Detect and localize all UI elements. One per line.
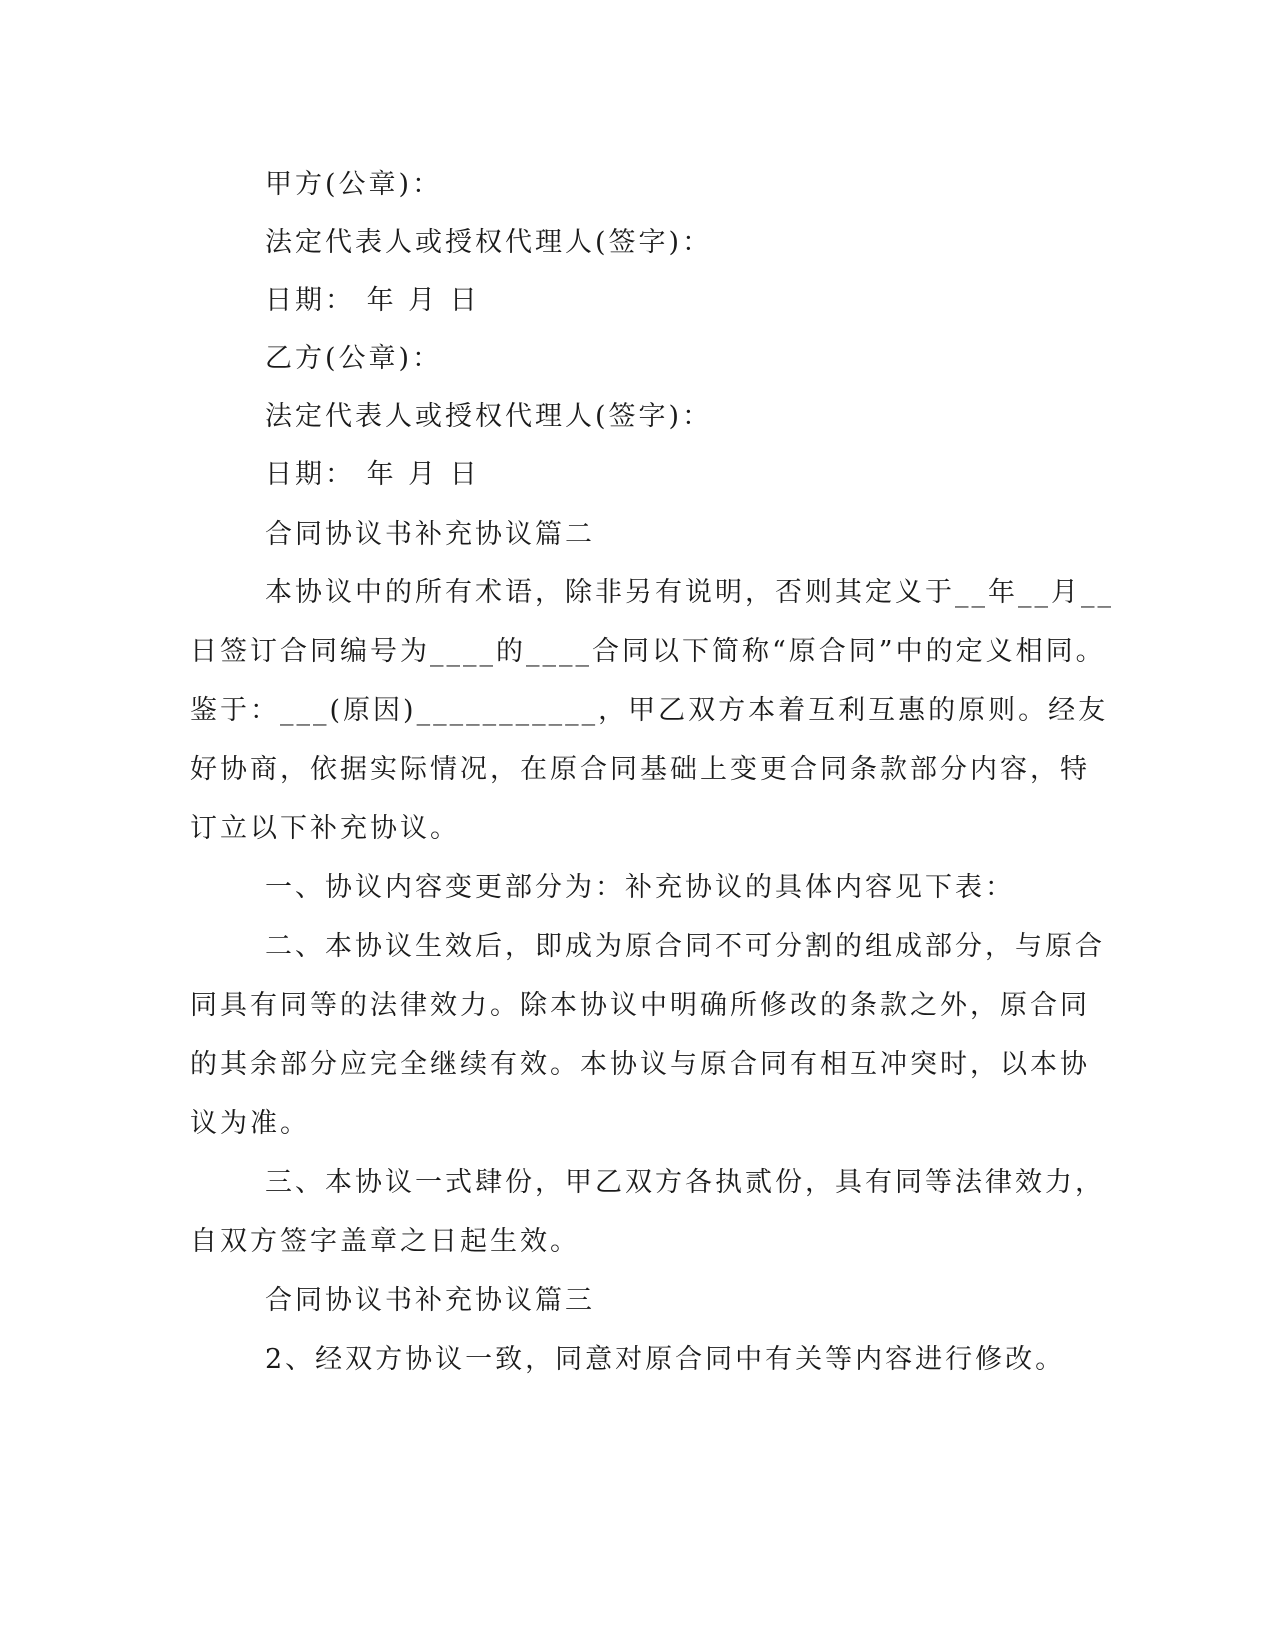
- clause-2-line: 的其余部分应完全继续有效。本协议与原合同有相互冲突时，以本协: [190, 1049, 1090, 1080]
- section-3-clause-2: 2、经双方协议一致，同意对原合同中有关等内容进行修改。: [265, 1344, 1066, 1375]
- clause-3-line: 自双方签字盖章之日起生效。: [190, 1226, 580, 1257]
- clause-1: 一、协议内容变更部分为：补充协议的具体内容见下表：: [265, 872, 1015, 903]
- party-b-representative-line: 法定代表人或授权代理人(签字)：: [265, 401, 713, 432]
- section-2-heading: 合同协议书补充协议篇二: [265, 519, 595, 550]
- paragraph-line: 订立以下补充协议。: [190, 813, 460, 844]
- paragraph-line: 日签订合同编号为____的____合同以下简称“原合同”中的定义相同。: [190, 636, 1106, 667]
- party-a-date-line: 日期： 年 月 日: [265, 285, 480, 316]
- party-b-seal-line: 乙方(公章)：: [265, 343, 443, 374]
- clause-2-line: 议为准。: [190, 1108, 310, 1139]
- party-b-date-line: 日期： 年 月 日: [265, 459, 480, 490]
- paragraph-line: 鉴于：___(原因)___________，甲乙双方本着互利互惠的原则。经友: [190, 695, 1109, 726]
- paragraph-line: 本协议中的所有术语，除非另有说明，否则其定义于__年__月__: [265, 577, 1114, 608]
- clause-3-line: 三、本协议一式肆份，甲乙双方各执贰份，具有同等法律效力，: [265, 1167, 1105, 1198]
- section-3-heading: 合同协议书补充协议篇三: [265, 1285, 595, 1316]
- paragraph-line: 好协商，依据实际情况，在原合同基础上变更合同条款部分内容，特: [190, 754, 1090, 785]
- clause-2-line: 二、本协议生效后，即成为原合同不可分割的组成部分，与原合: [265, 931, 1105, 962]
- party-a-seal-line: 甲方(公章)：: [265, 169, 443, 200]
- clause-2-line: 同具有同等的法律效力。除本协议中明确所修改的条款之外，原合同: [190, 990, 1090, 1021]
- party-a-representative-line: 法定代表人或授权代理人(签字)：: [265, 227, 713, 258]
